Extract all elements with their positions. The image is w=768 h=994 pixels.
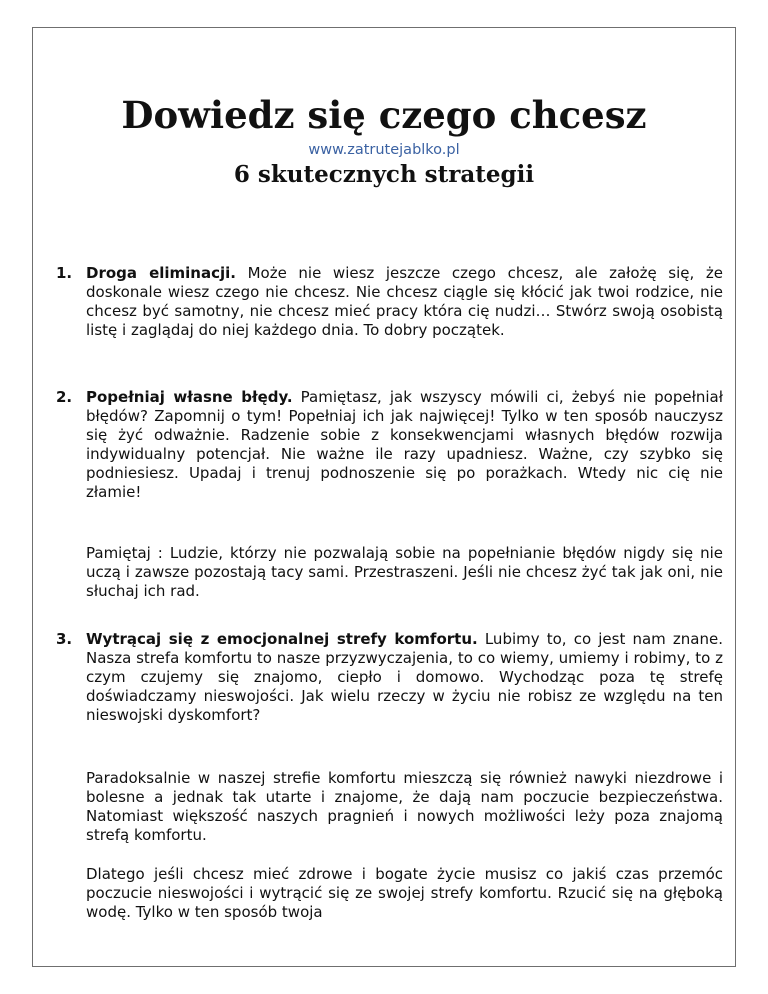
document-subtitle: 6 skutecznych strategii [233, 161, 535, 188]
strategy-item-2 [86, 388, 723, 502]
strategy-note-2: Pamiętaj : Ludzie, którzy nie pozwalają sobie na popełnianie błędów nigdy się nie uczą i zawsze pozostają tacy sami. Przestraszeni. Jeśli nie chcesz żyć tak jak oni, nie słuchaj ich rad. [86, 544, 723, 600]
strategy-text-1: Może nie wiesz jeszcze czego chcesz, ale założę się, że doskonale wiesz czego nie chcesz. Nie chcesz ciągle się kłócić jak twoi rodzice, nie chcesz być samotny, nie chcesz mieć pracy która cię nudzi… Stwórz swoją osobistą listę i zaglądaj do niej każdego dnia. To dobry początek. [86, 264, 723, 339]
strategy-text-3: Lubimy to, co jest nam znane. Nasza strefa komfortu to nasze przyzwyczajenia, to co wiemy, umiemy i robimy, to z czym czujemy się znajomo, ciepło i domowo. Wychodząc poza tę strefę doświadczamy nieswojości. Jak wielu rzeczy w życiu nie robisz ze względu na ten nieswojski dyskomfort? [86, 630, 723, 724]
strategy-item-3 [86, 630, 723, 725]
document-page [32, 27, 736, 967]
strategy-item-1 [86, 264, 723, 340]
strategy-paragraph-3b: Paradoksalnie w naszej strefie komfortu mieszczą się również nawyki niezdrowe i bolesne a jednak tak utarte i znajome, że dają nam poczucie bezpieczeństwa. Natomiast większość naszych pragnień i nowych możliwości leży poza znajomą strefą komfortu. [86, 769, 723, 844]
item-number-1: 1. [56, 264, 73, 282]
strategy-heading-3: Wytrącaj się z emocjonalnej strefy komfortu. [86, 630, 478, 648]
website-url: www.zatrutejablko.pl [308, 142, 460, 158]
strategy-paragraph-3c: Dlatego jeśli chcesz mieć zdrowe i bogate życie musisz co jakiś czas przemóc poczucie nieswojości i wytrącić się ze swojej strefy komfortu. Rzucić się na głęboką wodę. Tylko w ten sposób twoja [86, 865, 723, 921]
item-number-2: 2. [56, 388, 73, 406]
strategy-heading-2: Popełniaj własne błędy. [86, 388, 293, 406]
strategy-heading-1: Droga eliminacji. [86, 264, 236, 282]
strategy-text-2: Pamiętasz, jak wszyscy mówili ci, żebyś nie popełniał błędów? Zapomnij o tym! Popełniaj ich jak najwięcej! Tylko w ten sposób nauczysz się żyć odważnie. Radzenie sobie z konsekwencjami własnych błędów rozwija indywidualny potencjał. Nie ważne ile razy upadniesz. Ważne, czy szybko się podniesiesz. Upadaj i trenuj podnoszenie się po porażkach. Wtedy nic cię nie złamie! [86, 388, 723, 501]
item-number-3: 3. [56, 630, 73, 648]
document-title: Dowiedz się czego chcesz [121, 93, 647, 137]
